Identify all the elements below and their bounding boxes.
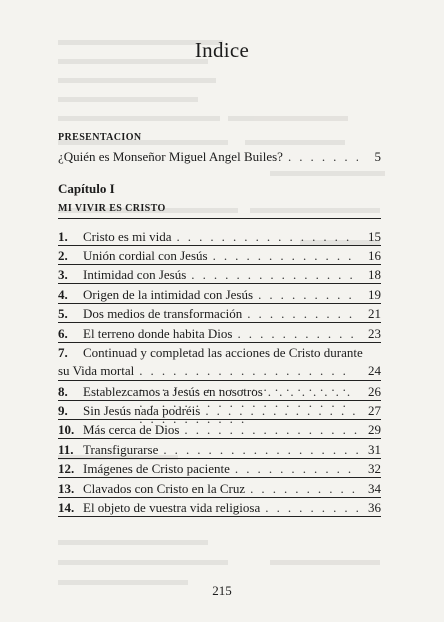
leader-dots [268,384,358,400]
entry-rule [58,458,381,459]
entry-title: El terreno donde habita Dios [83,326,233,341]
entry-number: 13. [58,481,75,496]
chapter-subtitle: MI VIVIR ES CRISTO [58,203,166,214]
toc-entry[interactable] [58,326,381,342]
entry-number: 5. [58,306,68,321]
entry-number: 14. [58,500,75,515]
leader-dots [191,267,358,283]
entry-page: 19 [368,287,381,302]
entry-rule [58,303,381,304]
entry-page: 32 [368,461,381,476]
chapter-rule [58,218,381,219]
entry-page: 16 [368,248,381,263]
entry-page: 34 [368,481,381,496]
entry-rule [58,380,381,381]
entry-page: 31 [368,442,381,457]
leader-dots [265,500,358,516]
entry-title: Imágenes de Cristo paciente [83,461,230,476]
leader-dots [258,287,358,303]
entry-rule [58,419,381,420]
leader-dots [205,403,358,419]
toc-entry[interactable] [58,461,381,477]
leader-dots [288,149,358,165]
chapter-heading: Capítulo I [58,181,115,196]
leader-dots [250,481,358,497]
toc-entry[interactable] [58,403,381,419]
entry-rule [58,516,381,517]
entry-title: Transfigurarse [83,442,159,457]
entry-number: 1. [58,229,68,244]
entry-page: 24 [368,363,381,378]
toc-entry[interactable] [58,248,381,264]
entry-title: Origen de la intimidad con Jesús [83,287,254,302]
entry-page: 26 [368,384,381,399]
entry-title: Continuad y completad las acciones de Cristo durante [83,345,363,360]
entry-rule [58,497,381,498]
entry-title: Cristo es mi vida [83,229,172,244]
entry-title: Intimidad con Jesús [83,267,187,282]
entry-number: 11. [58,442,74,457]
entry-rule [58,400,381,401]
leader-dots [235,461,358,477]
toc-entry[interactable] [58,229,381,245]
entry-rule [58,283,381,284]
toc-entry[interactable] [58,500,381,516]
toc-entry[interactable] [58,442,381,458]
leader-dots [213,248,358,264]
entry-title: Dos medios de transformación [83,306,243,321]
entry-rule [58,438,381,439]
entry-rule [58,245,381,246]
toc-entry[interactable] [58,384,381,400]
entry-rule [58,342,381,343]
entry-page: 21 [368,306,381,321]
leader-dots [247,306,358,322]
page-title: Indice [194,38,250,62]
entry-page: 27 [368,403,381,418]
entry-page: 36 [368,500,381,515]
entry-number: 3. [58,267,68,282]
entry-rule [58,477,381,478]
entry-number: 2. [58,248,68,263]
leader-dots [176,229,358,245]
toc-entry[interactable] [58,267,381,283]
toc-entry[interactable] [58,306,381,322]
entry-title-continued: su Vida mortal [58,363,135,378]
entry-number: 7. [58,345,68,360]
entry-rule [58,322,381,323]
entry-page: 5 [374,149,381,164]
entry-number: 8. [58,384,68,399]
toc-entry[interactable] [58,422,381,438]
entry-page: 18 [368,267,381,282]
entry-title: Más cerca de Dios [83,422,180,437]
entry-title: Sin Jesús nada podréis [83,403,201,418]
entry-number: 6. [58,326,68,341]
entry-page: 29 [368,422,381,437]
entry-number: 12. [58,461,75,476]
leader-dots [163,442,358,458]
entry-number: 10. [58,422,75,437]
entry-number: 9. [58,403,68,418]
entry-title: El objeto de vuestra vida religiosa [83,500,261,515]
entry-title: Establezcamos a Jesús en nosotros [83,384,263,399]
entry-page: 23 [368,326,381,341]
entry-title: Clavados con Cristo en la Cruz [83,481,246,496]
toc-entry-presentation[interactable] [58,149,381,165]
toc-entry[interactable] [58,287,381,303]
entry-number: 4. [58,287,68,302]
entry-title: ¿Quién es Monseñor Miguel Angel Builes? [58,149,283,164]
toc-entry[interactable] [58,481,381,497]
leader-dots [184,422,358,438]
presentation-label: PRESENTACION [58,132,142,143]
page-number: 215 [212,583,232,598]
entry-title: Unión cordial con Jesús [83,248,208,263]
entry-rule [58,264,381,265]
leader-dots [237,326,358,342]
entry-page: 15 [368,229,381,244]
